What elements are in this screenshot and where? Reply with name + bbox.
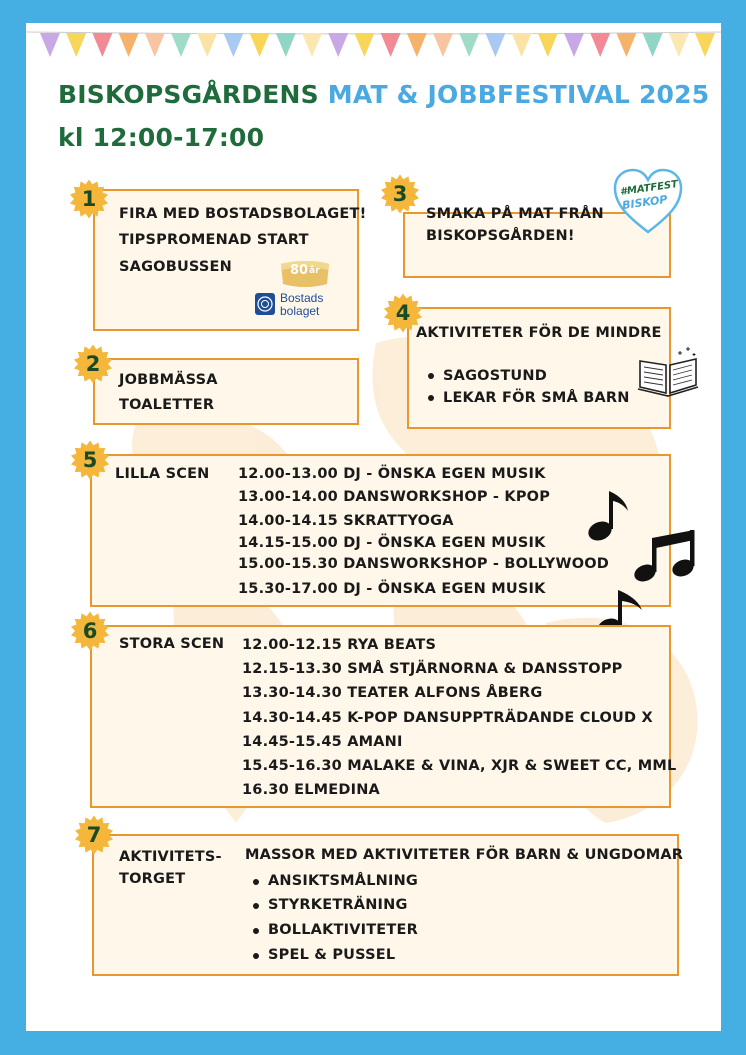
section-2-number: 2 xyxy=(85,352,101,376)
bunting-flag xyxy=(669,33,689,57)
section-7-item-1: ANSIKTSMÅLNING xyxy=(268,873,419,889)
bunting-flag xyxy=(485,33,505,57)
section-2-badge xyxy=(73,344,113,384)
bostadsbolaget-logo-line-2: bolaget xyxy=(280,304,320,318)
bostadsbolaget-logo-line-1: Bostads xyxy=(280,291,324,305)
anniversary-number: 80 xyxy=(290,263,309,278)
section-1-line-1: FIRA MED BOSTADSBOLAGET! xyxy=(119,206,367,222)
section-3-line-2: BISKOPSGÅRDEN! xyxy=(426,228,575,244)
section-4-number: 4 xyxy=(395,301,411,325)
section-1-line-3: SAGOBUSSEN xyxy=(119,259,232,275)
section-5-slot-5: 15.00-15.30 DANSWORKSHOP - BOLLYWOOD xyxy=(238,556,609,572)
section-5-label: LILLA SCEN xyxy=(115,466,210,482)
section-5-number: 5 xyxy=(82,448,98,472)
section-5-slot-2: 13.00-14.00 DANSWORKSHOP - KPOP xyxy=(238,489,551,505)
beamed-notes-icon xyxy=(632,526,702,586)
section-5-slot-1: 12.00-13.00 DJ - ÖNSKA EGEN MUSIK xyxy=(238,466,546,482)
section-1-badge xyxy=(69,179,109,219)
bunting-flag xyxy=(538,33,558,57)
bunting-flag xyxy=(459,33,479,57)
opening-hours: kl 12:00-17:00 xyxy=(58,123,265,152)
bunting-flag xyxy=(564,33,584,57)
section-7-item-3: BOLLAKTIVITETER xyxy=(268,922,418,938)
section-7-item-2: STYRKETRÄNING xyxy=(268,897,408,913)
bunting-flag xyxy=(328,33,348,57)
poster xyxy=(26,23,721,1031)
section-5-badge xyxy=(70,440,110,480)
bullet xyxy=(253,953,259,959)
bunting-flag xyxy=(276,33,296,57)
section-1-line-2: TIPSPROMENAD START xyxy=(119,232,309,248)
section-3-line-1: SMAKA PÅ MAT FRÅN xyxy=(426,206,604,222)
bunting-flag xyxy=(171,33,191,57)
bunting-flag xyxy=(407,33,427,57)
section-5-slot-6: 15.30-17.00 DJ - ÖNSKA EGEN MUSIK xyxy=(238,581,546,597)
section-6-number: 6 xyxy=(82,619,98,643)
section-6-label: STORA SCEN xyxy=(119,636,225,652)
bullet xyxy=(253,879,259,885)
bunting-flag xyxy=(381,33,401,57)
bostadsbolaget-seal-icon xyxy=(254,292,276,316)
bunting-flag xyxy=(302,33,322,57)
bunting-flag xyxy=(512,33,532,57)
bunting-decoration xyxy=(26,23,721,63)
section-6-slot-7: 16.30 ELMEDINA xyxy=(242,782,380,798)
bunting-flag xyxy=(92,33,112,57)
section-4-item-1: SAGOSTUND xyxy=(443,368,547,384)
section-7-label-line-1: AKTIVITETS- xyxy=(119,849,222,865)
section-4-item-2: LEKAR FÖR SMÅ BARN xyxy=(443,390,630,406)
matfest-logo-line-1: #MATFEST xyxy=(619,179,679,198)
section-6-slot-3: 13.30-14.30 TEATER ALFONS ÅBERG xyxy=(242,685,543,701)
section-1-number: 1 xyxy=(81,187,97,211)
section-6-slot-1: 12.00-12.15 RYA BEATS xyxy=(242,637,437,653)
bunting-flag xyxy=(354,33,374,57)
bunting-flag xyxy=(695,33,715,57)
section-4-badge xyxy=(383,293,423,333)
bunting-flag xyxy=(643,33,663,57)
title-part-1: BISKOPSGÅRDENS xyxy=(58,80,319,109)
bunting-flag xyxy=(223,33,243,57)
section-7-heading: MASSOR MED AKTIVITETER FÖR BARN & UNGDOMAR xyxy=(245,847,684,863)
bunting-flag xyxy=(197,33,217,57)
section-5-slot-4: 14.15-15.00 DJ - ÖNSKA EGEN MUSIK xyxy=(238,535,546,551)
bullet xyxy=(253,928,259,934)
section-6-slot-2: 12.15-13.30 SMÅ STJÄRNORNA & DANSSTOPP xyxy=(242,661,623,677)
section-6-slot-4: 14.30-14.45 K-POP DANSUPPTRÄDANDE CLOUD X xyxy=(242,710,653,726)
bunting-flag xyxy=(250,33,270,57)
bunting-flag xyxy=(590,33,610,57)
section-7-item-4: SPEL & PUSSEL xyxy=(268,947,396,963)
bullet xyxy=(253,903,259,909)
section-5-slot-3: 14.00-14.15 SKRATTYOGA xyxy=(238,513,454,529)
section-3-badge xyxy=(380,174,420,214)
bunting-flag xyxy=(616,33,636,57)
title-part-2: MAT & JOBBFESTIVAL 2025 xyxy=(327,80,710,109)
bullet xyxy=(428,373,434,379)
section-7-number: 7 xyxy=(86,823,102,847)
anniversary-years: år xyxy=(309,266,320,276)
matfest-logo-line-2: BISKOP xyxy=(621,192,669,213)
open-book-icon xyxy=(636,343,700,399)
section-7-badge xyxy=(74,815,114,855)
bunting-flag xyxy=(119,33,139,57)
bunting-flag xyxy=(433,33,453,57)
section-2-line-1: JOBBMÄSSA xyxy=(119,372,218,388)
section-2-box xyxy=(93,358,359,425)
bunting-flag xyxy=(145,33,165,57)
section-4-heading: AKTIVITETER FÖR DE MINDRE xyxy=(416,325,662,341)
section-3-number: 3 xyxy=(392,182,408,206)
section-6-badge xyxy=(70,611,110,651)
music-note-icon xyxy=(582,485,634,545)
bullet xyxy=(428,395,434,401)
section-6-slot-5: 14.45-15.45 AMANI xyxy=(242,734,403,750)
bunting-flag xyxy=(66,33,86,57)
section-6-slot-6: 15.45-16.30 MALAKE & VINA, XJR & SWEET CC, MML xyxy=(242,758,677,774)
section-7-label-line-2: TORGET xyxy=(119,871,186,887)
section-2-line-2: TOALETTER xyxy=(119,397,215,413)
page-title xyxy=(58,80,709,109)
bunting-flag xyxy=(40,33,60,57)
